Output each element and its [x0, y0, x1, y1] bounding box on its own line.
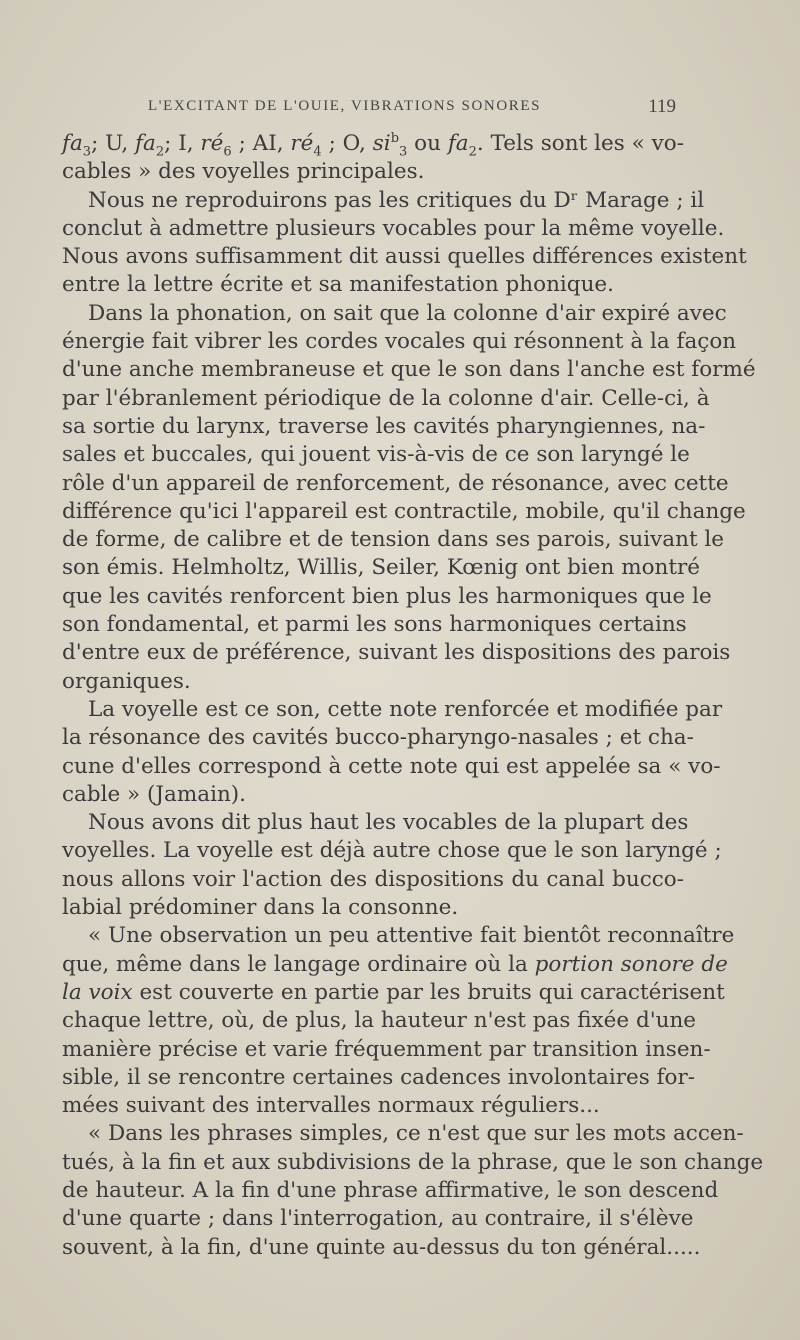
text-run: est couverte en partie par les bruits qui caractérisent — [132, 979, 725, 1005]
italic-text: ré — [200, 131, 224, 156]
text-line: par l'ébranlement périodique de la colonne d'air. Celle-ci, à — [62, 385, 710, 411]
text-line: « Dans les phrases simples, ce n'est que sur les mots accen- — [88, 1121, 744, 1147]
text-line: Nous ne reproduirons pas les critiques du Dʳ Marage ; il — [88, 187, 705, 213]
text-line: sales et buccales, qui jouent vis-à-vis de ce son laryngé le — [62, 442, 690, 468]
page-number: 119 — [648, 96, 676, 117]
text-run: ; AI, — [231, 131, 291, 156]
text-run: ; O, — [321, 131, 373, 156]
text-run: ; U, — [91, 131, 136, 156]
text-run: ou — [407, 131, 448, 156]
text-line: souvent, à la fin, d'une quinte au-dessus du ton général..... — [62, 1234, 701, 1260]
text-line: que les cavités renforcent bien plus les harmoniques que le — [62, 583, 712, 609]
text-line: conclut à admettre plusieurs vocables pour la même voyelle. — [62, 215, 725, 241]
text-line — [62, 951, 728, 979]
running-title: L'EXCITANT DE L'OUIE, VIBRATIONS SONORES — [148, 98, 542, 114]
text-line: manière précise et varie fréquemment par transition insen- — [62, 1036, 711, 1062]
text-line: cune d'elles correspond à cette note qui est appelée sa « vo- — [62, 753, 721, 779]
text-line: son émis. Helmholtz, Willis, Seiler, Kœnig ont bien montré — [62, 555, 701, 581]
text-line: de hauteur. A la fin d'une phrase affirmative, le son descend — [62, 1177, 719, 1203]
subscript: 2 — [468, 144, 477, 160]
text-line: de forme, de calibre et de tension dans ses parois, suivant le — [62, 527, 725, 553]
italic-text: fa — [62, 131, 83, 156]
text-line: labial prédominer dans la consonne. — [62, 895, 459, 921]
running-head — [148, 98, 676, 128]
text-line: sa sortie du larynx, traverse les cavités pharyngiennes, na- — [62, 413, 706, 439]
text-line: cable » (Jamain). — [62, 781, 247, 807]
text-line: organiques. — [62, 668, 191, 694]
text-line: énergie fait vibrer les cordes vocales qui résonnent à la façon — [62, 329, 737, 355]
italic-text: portion sonore de — [534, 951, 728, 977]
superscript: b — [390, 130, 400, 146]
text-line: chaque lettre, où, de plus, la hauteur n'est pas fixée d'une — [62, 1008, 697, 1034]
text-line: Dans la phonation, on sait que la colonne d'air expiré avec — [88, 300, 727, 326]
text-line: nous allons voir l'action des dispositions du canal bucco- — [62, 866, 684, 892]
text-line: d'une anche membraneuse et que le son dans l'anche est formé — [62, 357, 756, 383]
text-line — [62, 979, 725, 1007]
italic-text: ré — [290, 131, 314, 156]
text-line: la résonance des cavités bucco-pharyngo-nasales ; et cha- — [62, 725, 694, 751]
italic-text: fa — [447, 131, 469, 156]
text-line: différence qu'ici l'appareil est contractile, mobile, qu'il change — [62, 498, 746, 524]
subscript: 2 — [155, 144, 165, 160]
text-run: que, même dans le langage ordinaire où la — [62, 951, 535, 977]
text-line: « Une observation un peu attentive fait bientôt reconnaître — [88, 923, 735, 949]
body-text — [62, 130, 764, 1262]
text-line: rôle d'un appareil de renforcement, de résonance, avec cette — [62, 470, 729, 496]
italic-text: fa — [135, 131, 156, 156]
subscript: 3 — [399, 144, 408, 160]
text-line: sible, il se rencontre certaines cadences involontaires for- — [62, 1064, 696, 1090]
text-run: . Tels sont les « vo- — [476, 131, 684, 156]
subscript: 3 — [82, 144, 92, 160]
subscript: 6 — [223, 144, 232, 160]
text-run: ; I, — [164, 131, 201, 156]
italic-text: si — [372, 131, 391, 156]
text-line: d'une quarte ; dans l'interrogation, au contraire, il s'élève — [62, 1206, 694, 1232]
text-line: voyelles. La voyelle est déjà autre chose que le son laryngé ; — [62, 838, 722, 864]
text-line: tués, à la fin et aux subdivisions de la phrase, que le son change — [62, 1149, 764, 1175]
text-line — [62, 130, 684, 158]
text-line: Nous avons suffisamment dit aussi quelles différences existent — [62, 244, 747, 270]
text-line: La voyelle est ce son, cette note renforcée et modifiée par — [88, 696, 723, 722]
italic-text: la voix — [62, 979, 133, 1005]
text-line: cables » des voyelles principales. — [62, 159, 425, 185]
subscript: 4 — [313, 144, 322, 160]
text-line: mées suivant des intervalles normaux réguliers... — [62, 1093, 600, 1119]
text-line: son fondamental, et parmi les sons harmoniques certains — [62, 612, 687, 638]
text-line: Nous avons dit plus haut les vocables de la plupart des — [88, 810, 689, 836]
text-line: entre la lettre écrite et sa manifestation phonique. — [62, 272, 614, 298]
text-line: d'entre eux de préférence, suivant les dispositions des parois — [62, 640, 731, 666]
